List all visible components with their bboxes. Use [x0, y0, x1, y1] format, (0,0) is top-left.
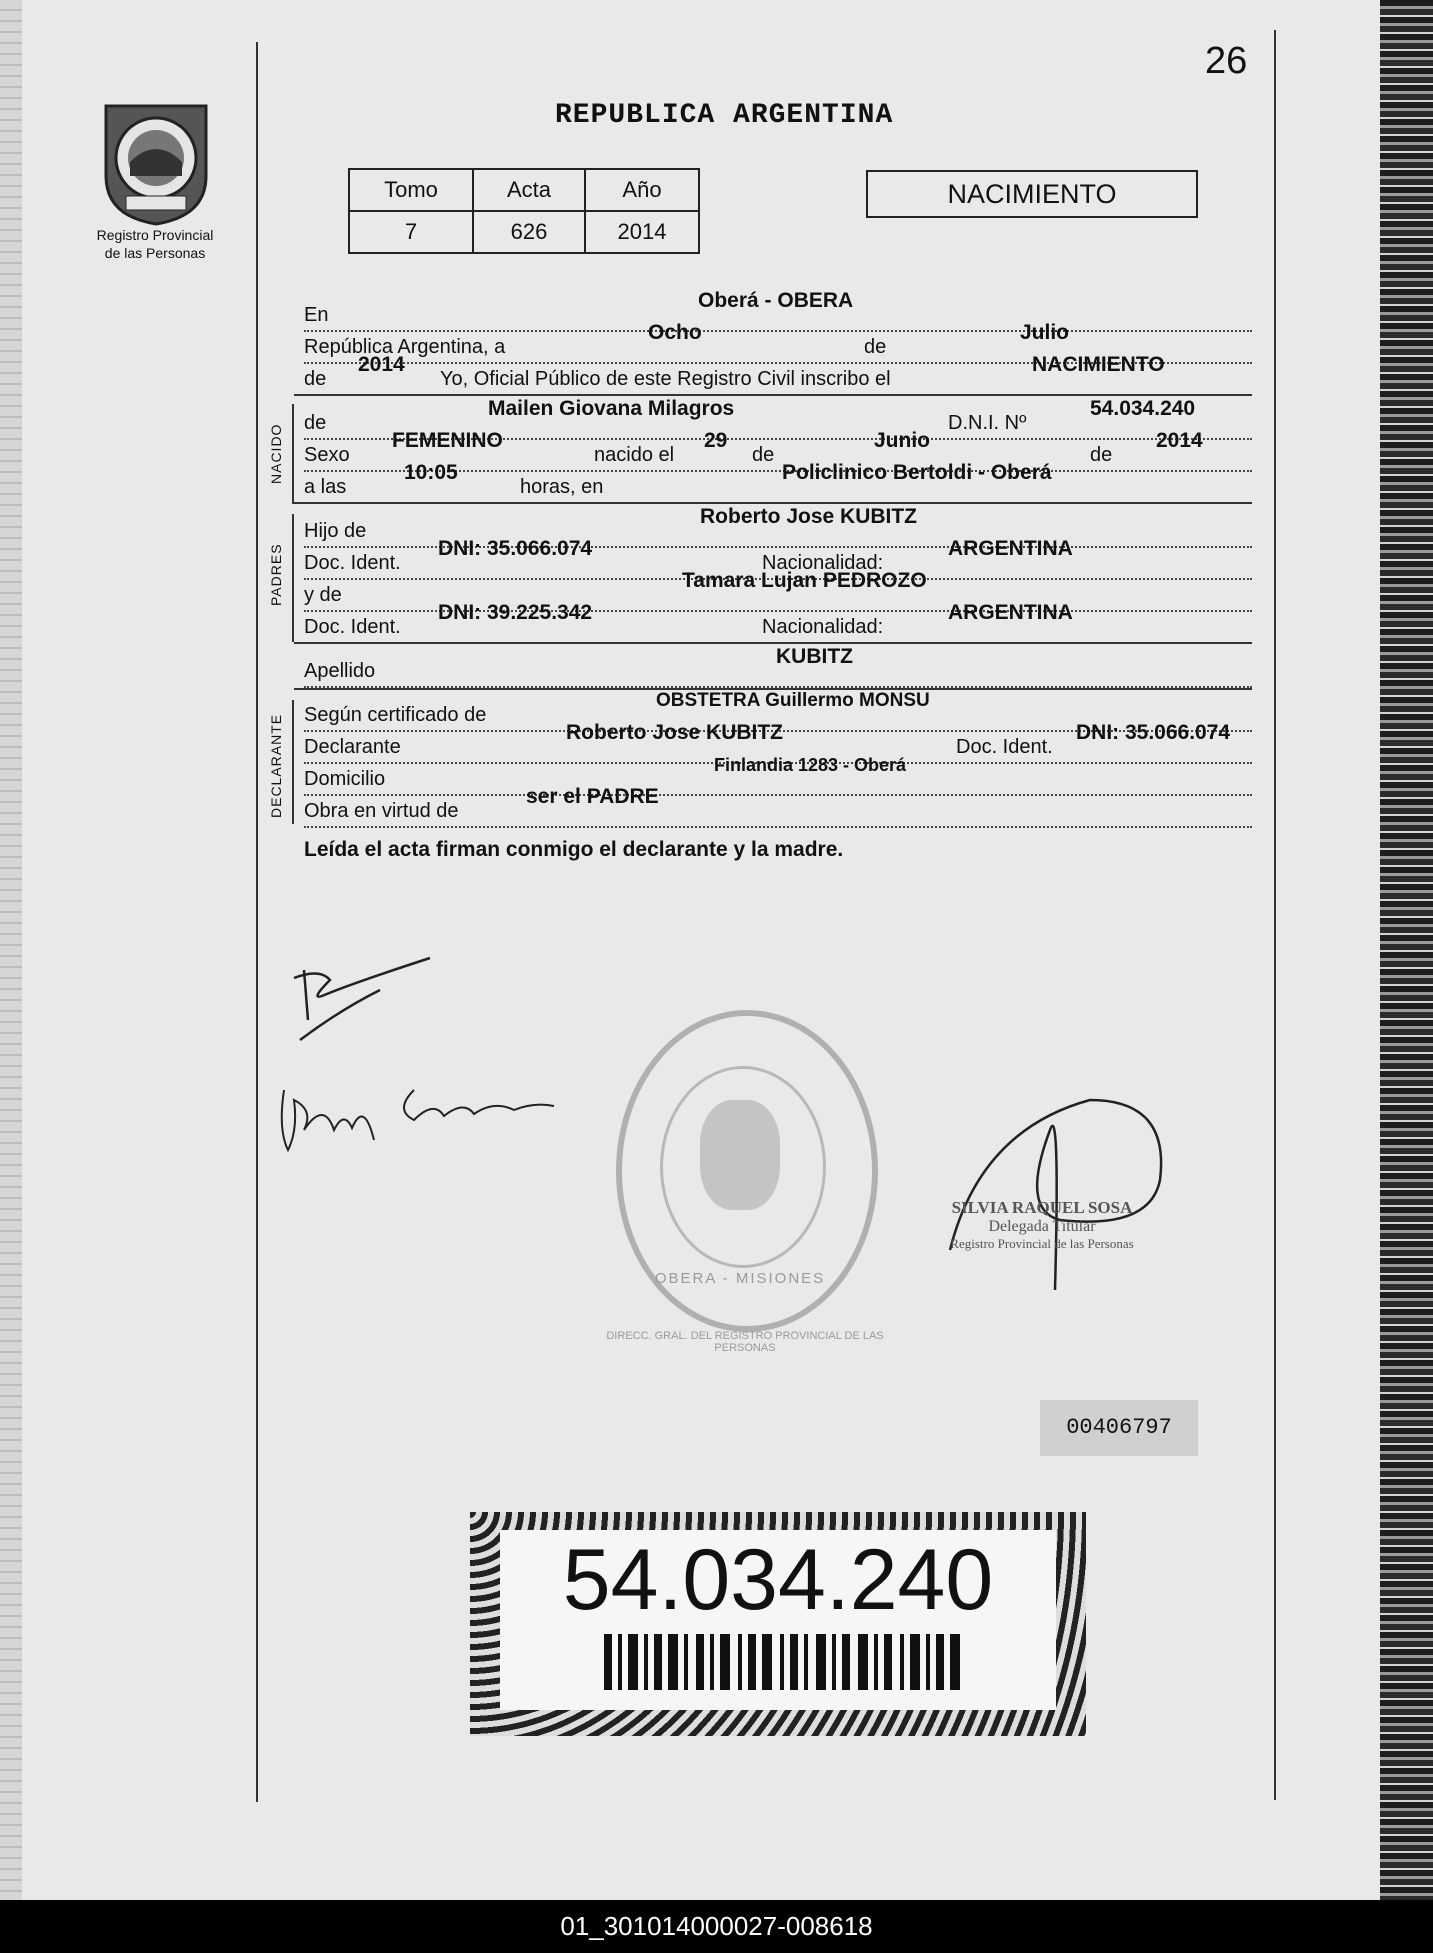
- obra-value: ser el PADRE: [526, 785, 659, 808]
- year-value: 2014: [358, 353, 405, 376]
- stamp-portrait-icon: [700, 1100, 780, 1210]
- official-block: [912, 1198, 1172, 1252]
- father-doc: DNI: 35.066.074: [438, 537, 593, 560]
- side-label-padres: PADRES: [268, 543, 284, 606]
- registry-caption-line2: de las Personas: [104, 245, 206, 261]
- signature-declarante: [290, 950, 450, 1050]
- acta-header: Acta: [473, 169, 585, 211]
- nacionalidad-label: Nacionalidad:: [762, 552, 884, 574]
- ano-value: 2014: [585, 211, 699, 253]
- row-apellido: [304, 645, 1252, 688]
- decl-doc-value: DNI: 35.066.074: [1076, 721, 1231, 744]
- day-value: Ocho: [648, 321, 702, 344]
- side-label-nacido: NACIDO: [268, 423, 284, 484]
- de-label-5: de: [1090, 444, 1113, 466]
- segun-label: Según certificado de: [304, 704, 487, 726]
- section-divider-3: [294, 642, 1252, 644]
- seal-icon: [96, 96, 216, 226]
- mother-doc: DNI: 39.225.342: [438, 601, 593, 624]
- de-label-4: de: [752, 444, 775, 466]
- document-title: REPUBLICA ARGENTINA: [555, 100, 894, 131]
- child-name: Mailen Giovana Milagros: [488, 397, 735, 420]
- row-obra: [304, 785, 1252, 828]
- closing-statement: Leída el acta firman conmigo el declarante y la madre.: [304, 838, 844, 861]
- doc-label-2: Doc. Ident.: [304, 616, 401, 638]
- de-label-3: de: [304, 412, 327, 434]
- stamp-inner-text: OBERA - MISIONES: [654, 1270, 826, 1287]
- row-domicilio: [304, 755, 1252, 796]
- birth-year: 2014: [1156, 429, 1203, 452]
- act-type-box: NACIMIENTO: [866, 170, 1198, 218]
- birth-month: Junio: [874, 429, 930, 452]
- row-mother-doc: [304, 601, 1252, 644]
- sexo-value: FEMENINO: [392, 429, 503, 452]
- stamp-ring-text: DIRECC. GRAL. DEL REGISTRO PROVINCIAL DE LAS PERSONAS: [606, 1330, 884, 1354]
- birth-day: 29: [704, 429, 728, 452]
- barcode-icon: [604, 1634, 970, 1690]
- de-label-2: de: [304, 368, 327, 390]
- hour-value: 10:05: [404, 461, 458, 484]
- official-org: Registro Provincial de las Personas: [950, 1236, 1134, 1251]
- ano-header: Año: [585, 169, 699, 211]
- month-value: Julio: [1020, 321, 1070, 344]
- en-label: En: [304, 304, 329, 326]
- hijo-label: Hijo de: [304, 520, 367, 542]
- row-hora: [304, 461, 1252, 504]
- segun-value: OBSTETRA Guillermo MONSU: [656, 690, 930, 711]
- left-margin-line: [256, 42, 258, 1802]
- de-label: de: [864, 336, 887, 358]
- mother-name: Tamara Lujan PEDROZO: [682, 569, 927, 592]
- side-label-declarante: DECLARANTE: [268, 713, 284, 818]
- signature-official: [940, 1090, 1170, 1290]
- dni-label: D.N.I. Nº: [948, 412, 1027, 434]
- footer-file-id: 01_301014000027-008618: [0, 1900, 1433, 1953]
- republica-label: República Argentina, a: [304, 336, 506, 358]
- father-nationality: ARGENTINA: [948, 537, 1073, 560]
- scan-binding-strip: [1380, 0, 1433, 1900]
- nacido-bracket: [292, 404, 294, 504]
- scan-edge: [0, 0, 22, 1900]
- declarante-value: Roberto Jose KUBITZ: [566, 721, 784, 744]
- serial-number: 00406797: [1040, 1400, 1198, 1456]
- domicilio-label: Domicilio: [304, 768, 386, 790]
- mother-nationality: ARGENTINA: [948, 601, 1073, 624]
- province-seal-logo: [96, 96, 216, 226]
- right-margin-line: [1274, 30, 1276, 1800]
- inscribo-value: NACIMIENTO: [1032, 353, 1165, 376]
- nacionalidad-label-2: Nacionalidad:: [762, 616, 884, 638]
- declarante-bracket: [292, 700, 294, 824]
- doc-label: Doc. Ident.: [304, 552, 401, 574]
- official-role: Delegada Titular: [988, 1218, 1096, 1235]
- registry-caption: [80, 226, 230, 262]
- en-value: Oberá - OBERA: [698, 289, 854, 312]
- book-table: [348, 168, 700, 254]
- registry-caption-line1: Registro Provincial: [96, 227, 214, 243]
- obra-label: Obra en virtud de: [304, 800, 459, 822]
- tomo-value: 7: [349, 211, 473, 253]
- yde-label: y de: [304, 584, 342, 606]
- father-name: Roberto Jose KUBITZ: [700, 505, 918, 528]
- apellido-value: KUBITZ: [776, 645, 853, 668]
- row-en: [304, 289, 1252, 332]
- domicilio-value: Finlandia 1283 - Oberá: [714, 755, 907, 775]
- declarante-label: Declarante: [304, 736, 401, 758]
- horas-label: horas, en: [520, 476, 604, 498]
- sticker-number: 54.034.240: [562, 1532, 994, 1628]
- tomo-header: Tomo: [349, 169, 473, 211]
- signature-madre: [274, 1070, 564, 1160]
- place-value: Policlinico Bertoldi - Oberá: [782, 461, 1052, 484]
- yo-text: Yo, Oficial Público de este Registro Civil inscribo el: [440, 368, 891, 390]
- a-las-label: a las: [304, 476, 347, 498]
- decl-doc-label: Doc. Ident.: [956, 736, 1053, 758]
- padres-bracket: [292, 514, 294, 642]
- apellido-label: Apellido: [304, 660, 376, 682]
- dni-value: 54.034.240: [1090, 397, 1196, 420]
- nacido-label: nacido el: [594, 444, 675, 466]
- official-name: SILVIA RAQUEL SOSA: [951, 1198, 1133, 1217]
- page-number: 26: [1205, 40, 1248, 82]
- acta-value: 626: [473, 211, 585, 253]
- sexo-label: Sexo: [304, 444, 350, 466]
- row-inscribo: [304, 353, 1252, 396]
